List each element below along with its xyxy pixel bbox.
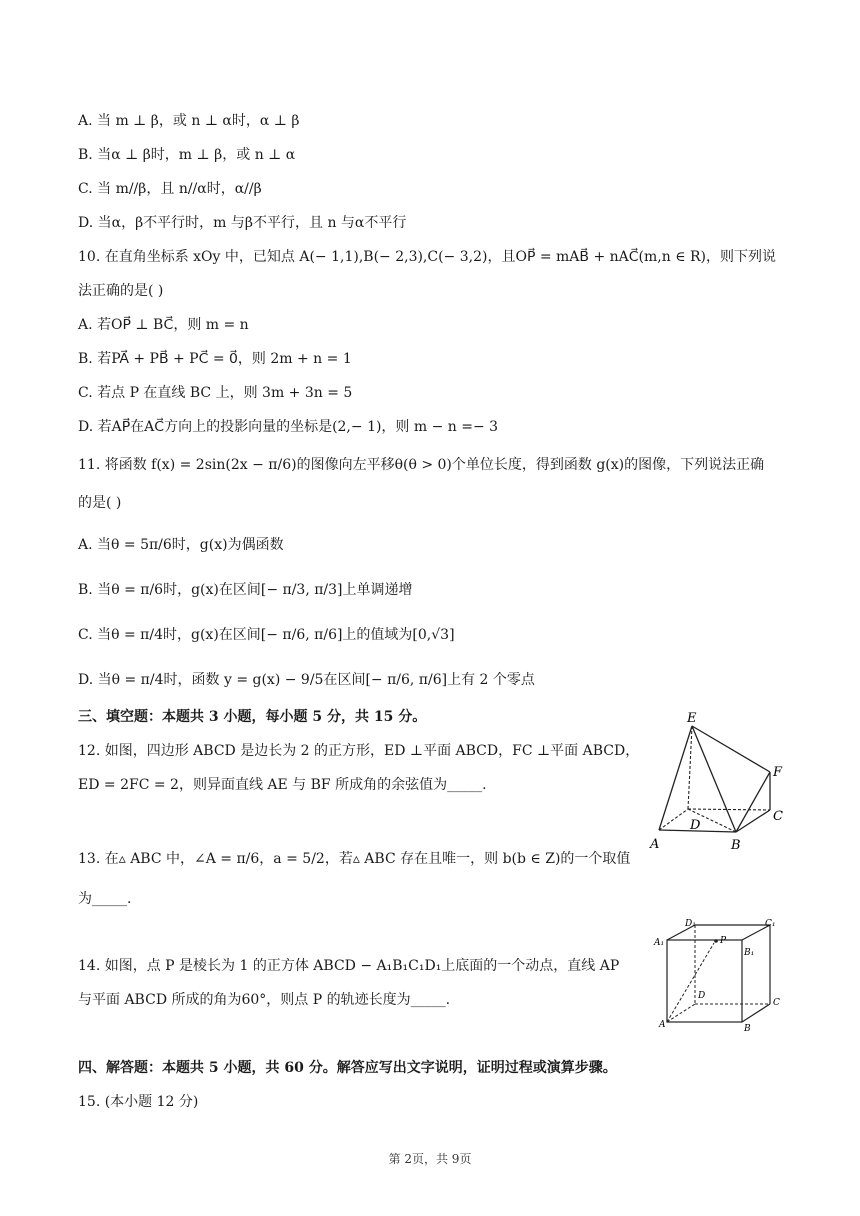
q11-stem-line1: 11. 将函数 f(x) = 2sin(2x − π/6)的图像向左平移θ(θ > 0)个单位长度，得到函数 g(x)的图像，下列说法正确 — [78, 457, 765, 473]
q14-line2: 与平面 ABCD 所成的角为60°，则点 P 的轨迹长度为_____. — [78, 992, 451, 1008]
edge-AD — [667, 1004, 695, 1022]
q9-option-c: C. 当 m//β，且 n//α时，α//β — [78, 181, 262, 197]
figure-pyramid — [640, 706, 790, 854]
q14-line1: 14. 如图，点 P 是棱长为 1 的正方体 ABCD − A₁B₁C₁D₁上底面的一个动点，直线 AP — [78, 958, 620, 974]
q10-option-c: C. 若点 P 在直线 BC 上，则 3m + 3n = 5 — [78, 385, 353, 401]
q13-line1: 13. 在▵ ABC 中，∠A = π/6，a = 5/2，若▵ ABC 存在且唯一，则 b(b ∈ Z)的一个取值 — [78, 851, 631, 867]
label-A: A — [650, 837, 660, 852]
q11-option-a: A. 当θ = 5π/6时，g(x)为偶函数 — [78, 537, 284, 553]
q13-line2: 为_____. — [78, 891, 132, 907]
label-D: D — [690, 818, 701, 833]
edge-EF — [692, 726, 770, 772]
q10-stem-line2: 法正确的是( ) — [78, 283, 164, 299]
edge-BF — [736, 772, 770, 832]
label-D: D — [698, 991, 706, 1001]
cube-front-face — [667, 940, 742, 1022]
q10-stem-line1: 10. 在直角坐标系 xOy 中，已知点 A(− 1,1),B(− 2,3),C(− 3,2)，且OP⃗ = mAB⃗ + nAC⃗(m,n ∈ R)，则下列说 — [78, 249, 777, 265]
q9-option-b: B. 当α ⊥ β时，m ⊥ β，或 n ⊥ α — [78, 147, 296, 163]
edge-DC — [688, 809, 770, 810]
section3-heading: 三、填空题：本题共 3 小题，每小题 5 分，共 15 分。 — [78, 709, 427, 725]
q11-option-c: C. 当θ = π/4时，g(x)在区间[− π/6, π/6]上的值域为[0,√3] — [78, 627, 455, 643]
q9-option-a: A. 当 m ⊥ β，或 n ⊥ α时，α ⊥ β — [78, 113, 300, 129]
label-C1: C₁ — [765, 919, 776, 929]
label-E: E — [687, 711, 697, 726]
edge-EA — [659, 726, 692, 830]
q10-option-b: B. 若PA⃗ + PB⃗ + PC⃗ = 0⃗，则 2m + n = 1 — [78, 351, 352, 367]
label-P: P — [720, 936, 727, 946]
label-B: B — [744, 1024, 751, 1033]
edge-AD — [659, 809, 688, 830]
label-F: F — [773, 765, 783, 780]
q11-option-d: D. 当θ = π/4时，函数 y = g(x) − 9/5在区间[− π/6, π/6]上有 2 个零点 — [78, 672, 535, 688]
edge-BC — [742, 1004, 770, 1022]
page-footer: 第 2页，共 9页 — [388, 1152, 472, 1166]
q12-line1: 12. 如图，四边形 ABCD 是边长为 2 的正方形，ED ⊥平面 ABCD，FC ⊥平面 ABCD， — [78, 743, 640, 759]
label-D1: D₁ — [685, 919, 696, 929]
q11-option-b: B. 当θ = π/6时，g(x)在区间[− π/3, π/3]上单调递增 — [78, 582, 413, 598]
q10-option-d: D. 若AP⃗在AC⃗方向上的投影向量的坐标是(2,− 1)，则 m − n =− 3 — [78, 419, 499, 435]
q10-option-a: A. 若OP⃗ ⊥ BC⃗，则 m = n — [78, 317, 249, 333]
q12-line2: ED = 2FC = 2，则异面直线 AE 与 BF 所成角的余弦值为_____. — [78, 777, 487, 793]
label-A1: A₁ — [654, 938, 665, 948]
label-C: C — [773, 998, 780, 1008]
figure-cube — [652, 917, 792, 1033]
q9-option-d: D. 当α，β不平行时，m 与β不平行，且 n 与α不平行 — [78, 215, 407, 231]
q15-title: 15. (本小题 12 分) — [78, 1094, 199, 1110]
edge-EB — [692, 726, 736, 832]
edge-BC — [736, 810, 770, 832]
label-B1: B₁ — [744, 948, 755, 958]
q11-stem-line2: 的是( ) — [78, 495, 122, 511]
point-P — [714, 939, 718, 943]
label-B: B — [731, 838, 741, 853]
section4-heading: 四、解答题：本题共 5 小题，共 60 分。解答应写出文字说明，证明过程或演算步骤。 — [78, 1060, 617, 1076]
label-C: C — [773, 809, 783, 824]
line-AP — [667, 943, 714, 1022]
label-A: A — [659, 1020, 666, 1030]
